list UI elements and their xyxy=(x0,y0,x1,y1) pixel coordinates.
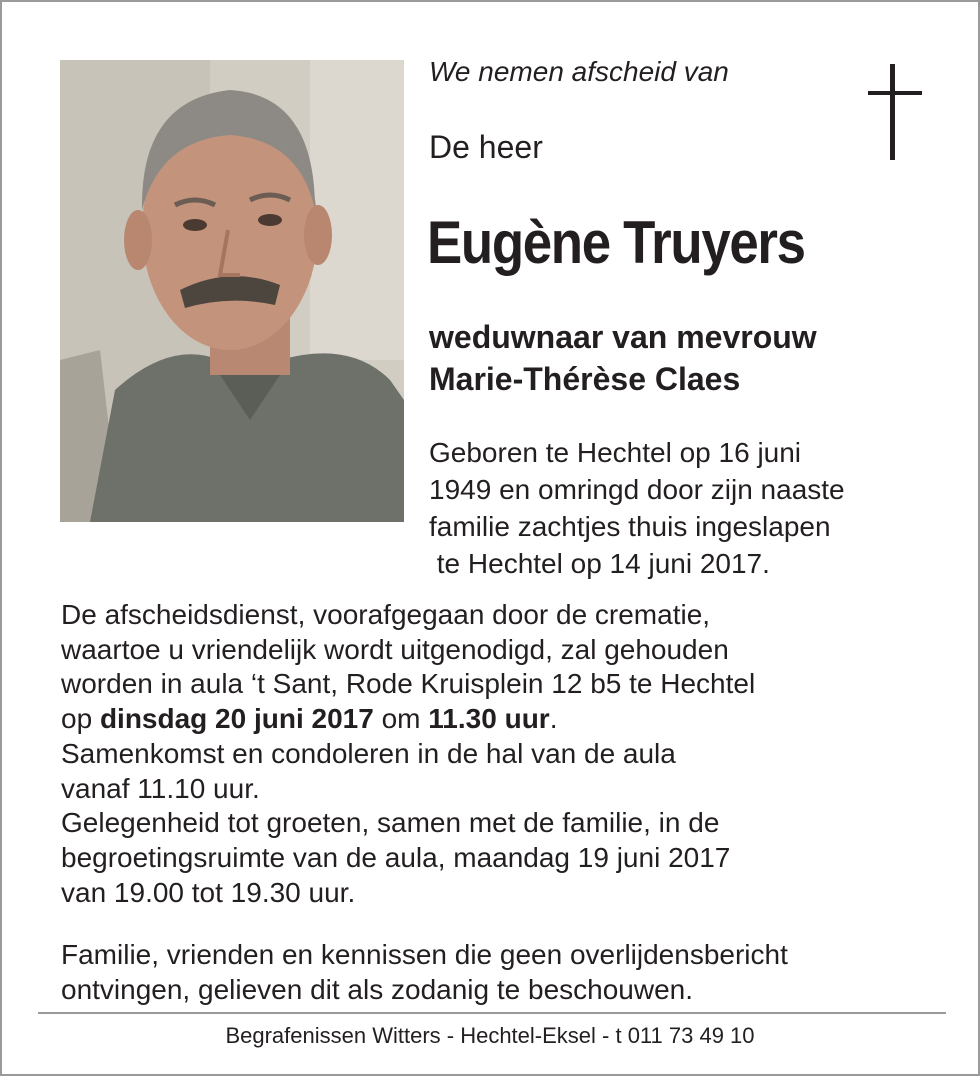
spouse-line: weduwnaar van mevrouw xyxy=(429,319,817,355)
service-datetime-line xyxy=(61,702,755,737)
funeral-home-footer: Begrafenissen Witters - Hechtel-Eksel - t 011 73 49 10 xyxy=(225,1023,755,1048)
closing-line: Familie, vrienden en kennissen die geen overlijdensbericht xyxy=(61,939,788,970)
date-prefix: op xyxy=(61,703,100,735)
spouse-line: Marie-Thérèse Claes xyxy=(429,361,741,397)
closing-line: ontvingen, gelieven dit als zodanig te beschouwen. xyxy=(61,973,693,1005)
service-line: begroetingsruimte van de aula, maandag 19 juni 2017 xyxy=(61,841,731,873)
birth-line: te Hechtel op 14 juni 2017. xyxy=(429,548,770,579)
service-line: waartoe u vriendelijk wordt uitgenodigd, zal gehouden xyxy=(61,633,729,665)
service-line: Gelegenheid tot groeten, samen met de familie, in de xyxy=(61,807,720,839)
birth-line: Geboren te Hechtel op 16 juni xyxy=(429,437,802,468)
service-line: De afscheidsdienst, voorafgegaan door de crematie, xyxy=(61,599,711,630)
time-prefix: om xyxy=(373,703,429,735)
footer-divider xyxy=(38,1012,946,1014)
birth-death-info xyxy=(429,434,845,582)
honorific: De heer xyxy=(429,129,543,165)
service-date: dinsdag 20 juni 2017 xyxy=(99,703,374,735)
birth-line: 1949 en omringd door zijn naaste xyxy=(429,474,845,505)
service-info xyxy=(61,598,755,910)
intro-text: We nemen afscheid van xyxy=(429,56,729,87)
birth-line: familie zachtjes thuis ingeslapen xyxy=(429,511,831,542)
spouse-info xyxy=(429,316,817,400)
service-time: 11.30 uur xyxy=(428,703,550,735)
time-suffix: . xyxy=(549,703,558,735)
portrait-illustration xyxy=(60,60,404,522)
portrait-photo xyxy=(60,60,404,522)
service-line: Samenkomst en condoleren in de hal van de aula xyxy=(61,737,676,769)
service-line: worden in aula ‘t Sant, Rode Kruisplein 12 b5 te Hechtel xyxy=(61,668,756,700)
cross-icon xyxy=(864,64,926,162)
deceased-name: Eugène Truyers xyxy=(427,209,805,276)
closing-note xyxy=(61,938,788,1007)
service-line: vanaf 11.10 uur. xyxy=(61,772,260,804)
service-line: van 19.00 tot 19.30 uur. xyxy=(61,876,356,908)
